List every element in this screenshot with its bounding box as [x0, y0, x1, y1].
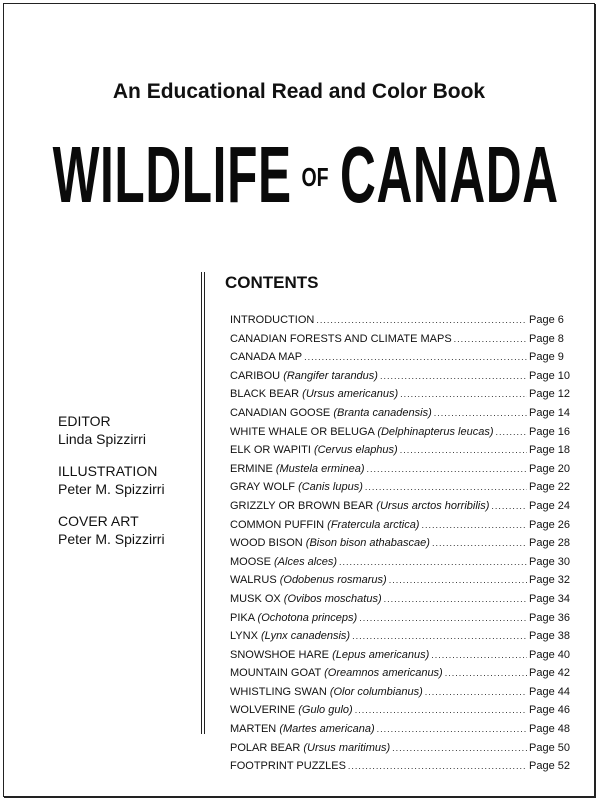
toc-entry-page: Page 46: [529, 704, 570, 717]
toc-entry: [230, 370, 571, 389]
toc-entry-name: MOOSE: [230, 555, 271, 568]
toc-entry-page: Page 26: [529, 518, 570, 531]
toc-entry: [230, 593, 571, 612]
toc-entry: [230, 649, 571, 668]
toc-entry-page: Page 8: [529, 332, 564, 345]
toc-entry-title: [230, 723, 375, 735]
contents-heading: CONTENTS: [225, 273, 319, 292]
toc-leader-dots: [366, 464, 527, 474]
toc-entry-title: [230, 426, 493, 438]
toc-entry: [230, 388, 571, 407]
toc-entry-name: WOOD BISON: [230, 537, 303, 550]
toc-entry-latin: (Ursus arctos horribilis): [376, 499, 490, 512]
toc-entry-latin: (Branta canadensis): [333, 406, 432, 419]
toc-leader-dots: [400, 389, 527, 399]
toc-entry-name: ERMINE: [230, 462, 273, 475]
credit-role: EDITOR: [58, 413, 111, 429]
toc-entry-page: Page 38: [529, 630, 570, 643]
toc-entry-title: [230, 351, 302, 363]
toc-entry-latin: (Mustela erminea): [275, 462, 365, 475]
toc-entry-latin: (Odobenus rosmarus): [279, 574, 387, 587]
toc-entry: [230, 667, 571, 686]
toc-entry-page: Page 24: [529, 499, 570, 512]
toc-entry-name: FOOTPRINT PUZZLES: [230, 760, 346, 773]
toc-leader-dots: [304, 352, 527, 362]
toc-entry-latin: (Gulo gulo): [298, 704, 353, 717]
toc-entry-latin: (Lepus americanus): [332, 648, 430, 661]
toc-entry: [230, 723, 571, 742]
toc-leader-dots: [454, 334, 527, 344]
toc-entry: [230, 704, 571, 723]
toc-leader-dots: [392, 743, 527, 753]
toc-leader-dots: [389, 575, 527, 585]
toc-entry: [230, 351, 571, 370]
toc-leader-dots: [348, 761, 527, 771]
toc-entry-latin: (Oreamnos americanus): [324, 667, 443, 680]
toc-entry-name: PIKA: [230, 611, 255, 624]
toc-leader-dots: [432, 538, 527, 548]
toc-entry-name: MUSK OX: [230, 592, 281, 605]
toc-entry-page: Page 36: [529, 611, 570, 624]
toc-entry-latin: (Lynx canadensis): [260, 630, 351, 643]
credit-name: Peter M. Spizzirri: [58, 481, 165, 497]
toc-entry: [230, 686, 571, 705]
toc-entry-page: Page 48: [529, 723, 570, 736]
toc-entry-page: Page 22: [529, 481, 570, 494]
toc-leader-dots: [365, 482, 527, 492]
toc-entry-latin: (Ochotona princeps): [257, 611, 358, 624]
toc-entry-latin: (Martes americana): [279, 723, 375, 736]
toc-entry-page: Page 10: [529, 369, 570, 382]
toc-entry: [230, 481, 571, 500]
toc-entry-title: [230, 481, 363, 493]
toc-entry-latin: (Canis lupus): [298, 481, 363, 494]
toc-entry-title: [230, 463, 364, 475]
toc-entry-page: Page 16: [529, 425, 570, 438]
toc-entry-title: [230, 519, 419, 531]
toc-entry: [230, 519, 571, 538]
toc-entry-name: WALRUS: [230, 574, 277, 587]
toc-entry-page: Page 6: [529, 314, 564, 326]
divider-line: [201, 272, 205, 734]
toc-entry: [230, 333, 571, 352]
toc-entry-title: [230, 742, 390, 754]
credit-illustration: [58, 462, 165, 498]
toc-entry-title: [230, 593, 382, 605]
toc-entry-name: WHITE WHALE OR BELUGA: [230, 425, 375, 438]
toc-leader-dots: [445, 668, 527, 678]
toc-entry-page: Page 28: [529, 537, 570, 550]
toc-entry-title: [230, 537, 430, 549]
toc-entry: [230, 574, 571, 593]
toc-entry-latin: (Alces alces): [274, 555, 337, 568]
toc-entry: [230, 314, 571, 333]
toc-entry-latin: (Delphinapterus leucas): [377, 425, 494, 438]
toc-entry-name: GRAY WOLF: [230, 481, 295, 494]
toc-entry-page: Page 50: [529, 741, 570, 754]
toc-entry-latin: (Rangifer tarandus): [283, 369, 378, 382]
toc-entry-page: Page 44: [529, 685, 570, 698]
toc-entry-title: [230, 407, 432, 419]
toc-entry-name: SNOWSHOE HARE: [230, 648, 330, 661]
toc-entry-latin: (Ursus maritimus): [303, 741, 391, 754]
toc-entry: [230, 463, 571, 482]
credits: [58, 412, 165, 562]
toc-entry-page: Page 20: [529, 462, 570, 475]
toc-entry-page: Page 42: [529, 667, 570, 680]
toc-leader-dots: [384, 594, 527, 604]
toc-entry: [230, 760, 571, 779]
title-canada: CANADA: [339, 130, 559, 219]
toc-entry-name: POLAR BEAR: [230, 741, 301, 754]
book-subtitle: An Educational Read and Color Book: [112, 80, 486, 103]
toc-leader-dots: [380, 371, 527, 381]
toc-entry: [230, 500, 571, 519]
toc-entry-title: [230, 649, 429, 661]
toc-leader-dots: [352, 631, 527, 641]
table-of-contents: [230, 314, 571, 779]
toc-leader-dots: [359, 613, 527, 623]
toc-entry: [230, 742, 571, 761]
toc-entry: [230, 630, 571, 649]
toc-entry-title: [230, 333, 452, 345]
toc-entry-latin: (Cervus elaphus): [313, 444, 398, 457]
toc-entry-name: COMMON PUFFIN: [230, 518, 325, 531]
toc-entry-latin: (Ursus americanus): [302, 388, 399, 401]
toc-entry-name: CANADA MAP: [230, 351, 303, 364]
toc-entry-title: [230, 704, 353, 716]
toc-entry-latin: (Ovibos moschatus): [283, 592, 382, 605]
toc-entry-name: CANADIAN FORESTS AND CLIMATE MAPS: [230, 332, 452, 345]
toc-entry-title: [230, 556, 337, 568]
toc-entry-name: CARIBOU: [230, 369, 281, 382]
toc-entry-title: [230, 388, 398, 400]
toc-entry-page: Page 52: [529, 760, 570, 773]
toc-entry: [230, 556, 571, 575]
toc-entry-title: [230, 500, 489, 512]
toc-leader-dots: [355, 705, 527, 715]
toc-entry-title: [230, 667, 443, 679]
toc-entry-page: Page 40: [529, 648, 570, 661]
credit-role: ILLUSTRATION: [58, 463, 158, 479]
toc-entry-title: [230, 444, 398, 456]
toc-entry-page: Page 9: [529, 351, 564, 364]
toc-entry: [230, 426, 571, 445]
toc-entry: [230, 612, 571, 631]
toc-entry-page: Page 18: [529, 444, 570, 457]
toc-entry-name: INTRODUCTION: [230, 314, 315, 326]
toc-leader-dots: [400, 445, 527, 455]
toc-leader-dots: [491, 501, 527, 511]
toc-leader-dots: [425, 687, 527, 697]
toc-entry-title: [230, 686, 423, 698]
toc-entry: [230, 407, 571, 426]
toc-entry-page: Page 14: [529, 406, 570, 419]
toc-entry-name: BLACK BEAR: [230, 388, 300, 401]
toc-leader-dots: [431, 650, 527, 660]
toc-leader-dots: [316, 315, 527, 325]
toc-entry-latin: (Fratercula arctica): [327, 518, 420, 531]
toc-entry: [230, 444, 571, 463]
toc-entry-page: Page 32: [529, 574, 570, 587]
toc-leader-dots: [421, 520, 527, 530]
toc-leader-dots: [495, 427, 527, 437]
toc-entry-name: LYNX: [230, 630, 258, 643]
credit-cover-art: [58, 512, 165, 548]
toc-leader-dots: [339, 557, 527, 567]
toc-entry-name: WHISTLING SWAN: [230, 685, 327, 698]
toc-entry-title: [230, 612, 357, 624]
toc-entry-latin: (Bison bison athabascae): [305, 537, 430, 550]
title-wildlife: WILDLIFE: [52, 130, 292, 219]
credit-role: COVER ART: [58, 513, 139, 529]
toc-entry-title: [230, 314, 314, 326]
toc-entry-name: GRIZZLY OR BROWN BEAR: [230, 499, 374, 512]
credit-name: Peter M. Spizzirri: [58, 531, 165, 547]
toc-leader-dots: [434, 408, 527, 418]
toc-entry-name: ELK OR WAPITI: [230, 444, 311, 457]
book-title: [0, 120, 598, 220]
toc-leader-dots: [377, 724, 527, 734]
toc-entry-page: Page 34: [529, 592, 570, 605]
toc-entry-name: CANADIAN GOOSE: [230, 406, 331, 419]
toc-entry-title: [230, 370, 378, 382]
toc-entry-page: Page 12: [529, 388, 570, 401]
credit-name: Linda Spizzirri: [58, 431, 146, 447]
toc-entry-name: MARTEN: [230, 723, 277, 736]
toc-entry-latin: (Olor columbianus): [329, 685, 423, 698]
credit-editor: [58, 412, 165, 448]
toc-entry-title: [230, 574, 387, 586]
title-of: OF: [301, 162, 330, 192]
toc-entry-name: WOLVERINE: [230, 704, 296, 717]
toc-entry-title: [230, 760, 346, 772]
toc-entry-page: Page 30: [529, 555, 570, 568]
toc-entry-title: [230, 630, 350, 642]
toc-entry: [230, 537, 571, 556]
toc-entry-name: MOUNTAIN GOAT: [230, 667, 322, 680]
